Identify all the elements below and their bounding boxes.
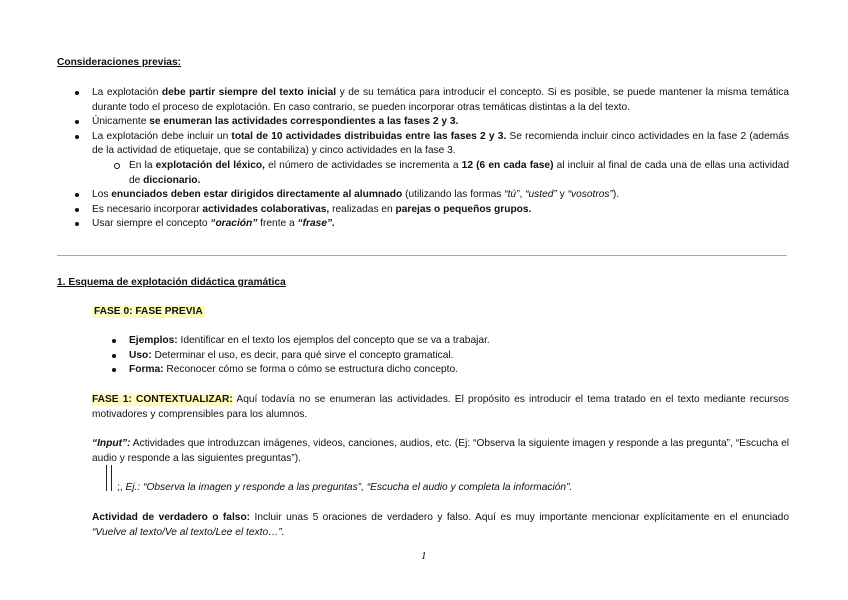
vf-paragraph: Actividad de verdadero o falso: Incluir unas 5 oraciones de verdadero y falso. Aquí es muy importante mencionar explícitamente en el enunciado “Vuelve al texto/Ve al texto/Lee el texto…”. bbox=[92, 512, 790, 538]
list-item: Únicamente se enumeran las actividades correspondientes a las fases 2 y 3. bbox=[92, 115, 789, 130]
fase0-list bbox=[129, 334, 769, 378]
bullet-icon bbox=[75, 135, 79, 139]
bullet-icon bbox=[75, 120, 79, 124]
list-item: Los enunciados deben estar dirigidos directamente al alumnado (utilizando las formas “tú”, “usted” y “vosotros”). bbox=[92, 188, 789, 203]
fase0-heading: FASE 0: FASE PREVIA bbox=[94, 306, 203, 317]
fase1-paragraph: FASE 1: CONTEXTUALIZAR: Aquí todavía no se enumeran las actividades. El propósito es introducir el tema tratado en el texto mediante recursos motivadores y comprensibles para los alumnos. bbox=[92, 394, 789, 420]
bullet-icon bbox=[75, 193, 79, 197]
bullet-icon bbox=[75, 208, 79, 212]
input-paragraph: “Input”: Actividades que introduzcan imágenes, videos, canciones, audios, etc. (Ej: “Observa la siguiente imagen y responde a las pregunta”, “Escucha el audio y responde a las siguientes preguntas”). bbox=[92, 438, 789, 464]
list-item: La explotación debe partir siempre del texto inicial y de su temática para introducir el concepto. Si es posible, se puede mantener la misma temática durante todo el proceso de explotación. En caso contrario, se pueden incorporar otras temáticas distintas a la del texto. bbox=[92, 86, 789, 115]
considerations-heading: Consideraciones previas: bbox=[57, 57, 181, 68]
bullet-icon bbox=[75, 222, 79, 226]
considerations-list bbox=[92, 86, 789, 232]
list-item: Ejemplos: Identificar en el texto los ejemplos del concepto que se va a trabajar. bbox=[129, 334, 769, 349]
circle-bullet-icon bbox=[114, 163, 120, 169]
sub-list-item: En la explotación del léxico, el número de actividades se incrementa a 12 (6 en cada fase) al incluir al final de cada una de ellas una actividad de diccionario. bbox=[129, 159, 789, 188]
list-item: Uso: Determinar el uso, es decir, para qué sirve el concepto gramatical. bbox=[129, 349, 769, 364]
list-item: Es necesario incorporar actividades colaborativas, realizadas en parejas o pequeños grupos. bbox=[92, 203, 789, 218]
bullet-icon bbox=[112, 339, 116, 343]
bullet-icon bbox=[75, 91, 79, 95]
bracket-icon bbox=[106, 465, 112, 491]
divider bbox=[57, 255, 787, 256]
section-title: 1. Esquema de explotación didáctica gramática bbox=[57, 277, 286, 288]
list-item: Usar siempre el concepto “oración” frente a “frase”. bbox=[92, 217, 789, 232]
bullet-icon bbox=[112, 354, 116, 358]
fase1-label: FASE 1: CONTEXTUALIZAR: bbox=[92, 394, 233, 405]
example-line: ;, Ej.: “Observa la imagen y responde a las preguntas”, “Escucha el audio y completa la información”. bbox=[117, 482, 573, 493]
list-item: La explotación debe incluir un total de 10 actividades distribuidas entre las fases 2 y 3. Se recomienda incluir cinco actividades en la fase 2 (además de la actividad de etiquetaje, que se contabiliza) y cinco actividades en la fase 3. bbox=[92, 130, 789, 159]
bullet-icon bbox=[112, 368, 116, 372]
list-item: Forma: Reconocer cómo se forma o cómo se estructura dicho concepto. bbox=[129, 363, 769, 378]
page-number: 1 bbox=[421, 550, 427, 562]
